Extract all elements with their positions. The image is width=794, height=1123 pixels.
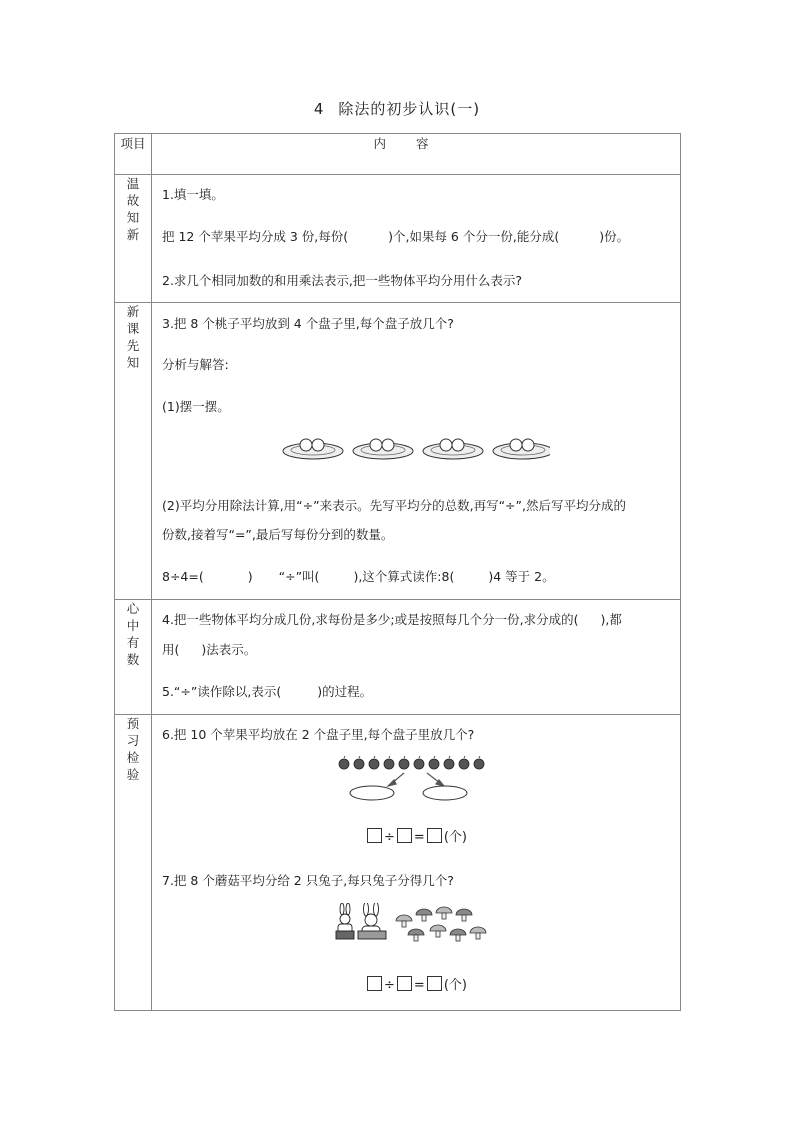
q4-part-c: 用( <box>162 642 180 657</box>
q5-part-b: )的过程。 <box>317 684 373 699</box>
section-label: 新课先知 <box>126 304 140 370</box>
step2-line2: 份数,接着写“=”,最后写每份分到的数量。 <box>162 527 394 542</box>
rabbits-mushrooms-illustration <box>332 903 502 945</box>
answer-box[interactable] <box>397 976 412 991</box>
step2-line1: (2)平均分用除法计算,用“÷”来表示。先写平均分的总数,再写“÷”,然后写平均分成的 <box>162 498 626 513</box>
section-label: 温故知新 <box>126 176 140 242</box>
rabbit-icon <box>336 903 354 939</box>
div-sign: ÷ <box>384 830 395 845</box>
q5-text <box>162 682 672 700</box>
worksheet-table <box>114 133 681 1011</box>
title-number: 4 <box>313 100 325 118</box>
plate-left <box>350 786 394 800</box>
q4-line1 <box>162 610 676 628</box>
answer-box[interactable] <box>427 976 442 991</box>
section-preview <box>115 303 681 600</box>
rabbit-icon <box>358 903 386 939</box>
section-content <box>152 175 680 302</box>
q1-title: 1.填一填。 <box>162 187 224 202</box>
plate-with-peaches <box>353 439 413 459</box>
eq-part-c: “÷”叫( <box>278 569 320 584</box>
section-content <box>152 600 680 714</box>
plate-with-peaches <box>493 439 550 459</box>
step1-text: (1)摆一摆。 <box>162 399 230 414</box>
q1-part-b: )个,如果每 6 个分一份,能分成( <box>388 229 560 244</box>
header-row <box>115 134 681 175</box>
q3-text: 3.把 8 个桃子平均放到 4 个盘子里,每个盘子放几个? <box>162 316 454 331</box>
section-label-cell <box>115 715 152 1011</box>
header-content: 内容 <box>152 134 681 175</box>
div-sign: ÷ <box>384 978 395 993</box>
eq-part-e: )4 等于 2。 <box>488 569 555 584</box>
q4-part-b: ),都 <box>600 612 622 627</box>
header-item: 项目 <box>120 136 146 151</box>
q7-text: 7.把 8 个蘑菇平均分给 2 只兔子,每只兔子分得几个? <box>162 873 454 888</box>
answer-box[interactable] <box>367 976 382 991</box>
unit-label: (个) <box>443 978 467 993</box>
q4-part-d: )法表示。 <box>201 642 257 657</box>
eq-part-a: 8÷4=( <box>162 569 204 584</box>
q6-text: 6.把 10 个苹果平均放在 2 个盘子里,每个盘子里放几个? <box>162 727 475 742</box>
section-label-cell <box>115 600 152 715</box>
section-summary <box>115 600 681 715</box>
eq-sign: = <box>413 830 425 845</box>
q4-line2 <box>162 640 672 658</box>
section-content <box>152 715 680 1010</box>
apples-plates-illustration <box>332 755 502 803</box>
q1-part-a: 把 12 个苹果平均分成 3 份,每份( <box>162 229 349 244</box>
eq-sign: = <box>413 978 425 993</box>
section-content <box>152 303 680 599</box>
peach-plates-illustration <box>280 431 550 463</box>
analysis-label: 分析与解答: <box>162 357 229 372</box>
section-label: 预习检验 <box>126 716 140 782</box>
q2-text: 2.求几个相同加数的和用乘法表示,把一些物体平均分用什么表示? <box>162 273 523 288</box>
q6-formula <box>152 826 680 845</box>
answer-box[interactable] <box>397 828 412 843</box>
q4-part-a: 4.把一些物体平均分成几份,求每份是多少;或是按照每几个分一份,求分成的( <box>162 612 579 627</box>
answer-box[interactable] <box>427 828 442 843</box>
header-item-cell <box>115 134 152 175</box>
eq-part-d: ),这个算式读作:8( <box>353 569 455 584</box>
unit-label: (个) <box>443 830 467 845</box>
mushroom-group <box>396 907 486 941</box>
q7-formula <box>152 974 680 993</box>
eq-part-b: ) <box>247 569 253 584</box>
plate-with-peaches <box>423 439 483 459</box>
section-label-cell <box>115 303 152 600</box>
title-text: 除法的初步认识(一) <box>338 100 481 118</box>
section-label-cell <box>115 175 152 303</box>
plate-with-peaches <box>283 439 343 459</box>
equation-line <box>162 567 672 585</box>
arrow-icon <box>388 773 444 786</box>
section-review <box>115 175 681 303</box>
apple-row <box>339 759 484 769</box>
section-label: 心中有数 <box>126 601 140 667</box>
section-check <box>115 715 681 1011</box>
page-title <box>0 98 794 119</box>
q5-part-a: 5.“÷”读作除以,表示( <box>162 684 282 699</box>
q1-part-c: )份。 <box>599 229 630 244</box>
answer-box[interactable] <box>367 828 382 843</box>
q1-text <box>162 227 672 245</box>
plate-right <box>423 786 467 800</box>
